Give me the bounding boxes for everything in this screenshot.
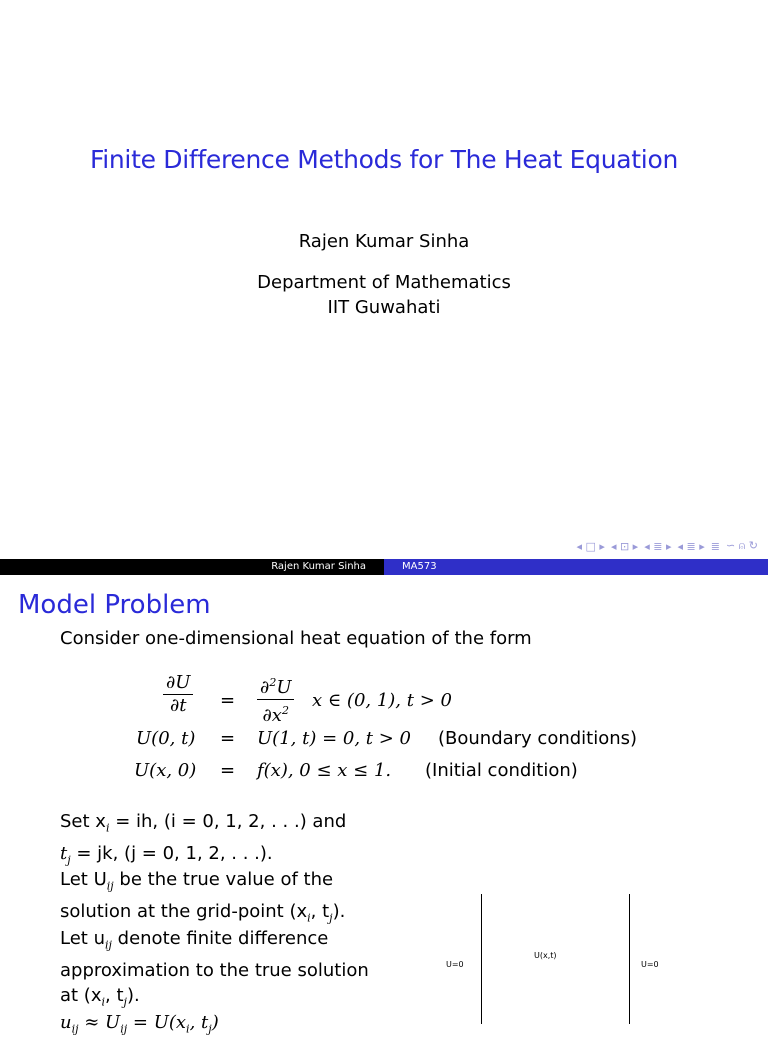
nav-appendix-icon[interactable]: ≣	[710, 539, 720, 553]
eq1-rhs: $\frac{\partial^2U}{\partial x^2}$	[257, 672, 294, 727]
institute: IIT Guwahati	[327, 297, 441, 318]
eq2-lhs: U(0, t)	[136, 728, 196, 749]
footer-course: MA573	[384, 559, 768, 575]
right-boundary-label: U=0	[641, 960, 659, 969]
frame-title: Model Problem	[18, 590, 211, 620]
eq1-lhs: $\frac{\partial U}{\partial t}$	[163, 672, 193, 717]
left-boundary-label: U=0	[446, 960, 464, 969]
department: Department of Mathematics	[257, 272, 511, 293]
eq3-equals: =	[220, 760, 236, 781]
nav-subsection-icon[interactable]: ◂ ⊡ ▸	[610, 539, 639, 553]
eq3-rhs: f(x), 0 ≤ x ≤ 1.	[257, 760, 392, 781]
approx-relation: $u_{ij} \approx U_{ij} = U(x_i$, $t_j$)	[60, 1012, 219, 1036]
eq3-note: (Initial condition)	[425, 760, 578, 781]
true-value-definition: Let $U_{ij}$ be the true value of the solution at the grid-point ($x_i$, $t_j$).	[60, 869, 346, 925]
equation-block	[0, 672, 768, 792]
intro-text: Consider one-dimensional heat equation of the form	[60, 628, 532, 649]
beamer-navigation	[577, 538, 758, 554]
eq1-equals: =	[220, 690, 236, 711]
eq1-domain: x ∈ (0, 1), t > 0	[312, 690, 452, 711]
nav-frame-icon[interactable]: ◂ □ ▸	[576, 539, 605, 553]
presentation-title: Finite Difference Methods for The Heat Equation	[89, 145, 678, 174]
author-name: Rajen Kumar Sinha	[298, 231, 470, 252]
eq2-equals: =	[220, 728, 236, 749]
left-boundary-line	[481, 894, 482, 1024]
approx-definition: Let $u_{ij}$ denote finite difference approximation to the true solution at ($x_i$, $t_j$).	[60, 928, 369, 1009]
footer-author: Rajen Kumar Sinha	[0, 559, 384, 575]
solution-label: U(x,t)	[534, 951, 557, 960]
right-boundary-line	[629, 894, 630, 1024]
eq2-note: (Boundary conditions)	[438, 728, 638, 749]
eq3-lhs: U(x, 0)	[134, 760, 197, 781]
slide-footer	[0, 559, 768, 575]
grid-definition: Set $x_i$ = ih, (i = 0, 1, 2, . . .) and $t_j$ = jk, (j = 0, 1, 2, . . .).	[60, 811, 347, 867]
nav-search-icon[interactable]: ∽ ⍝ ↻	[725, 539, 758, 552]
eq2-rhs: U(1, t) = 0, t > 0	[257, 728, 411, 749]
nav-document-icon[interactable]: ◂ ≣ ▸	[677, 539, 705, 553]
nav-section-icon[interactable]: ◂ ≣ ▸	[644, 539, 672, 553]
